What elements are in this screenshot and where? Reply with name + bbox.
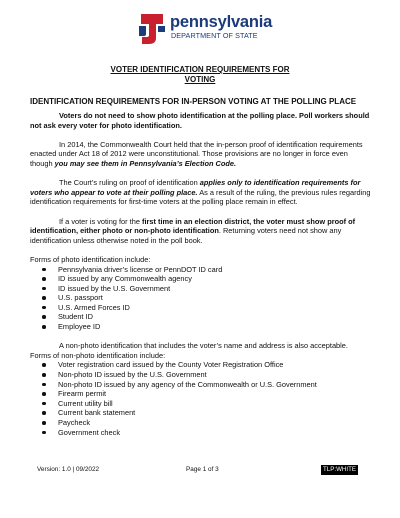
logo-department: DEPARTMENT OF STATE (171, 31, 258, 40)
list-item: Firearm permit (30, 389, 372, 399)
paragraph-court-ruling-emphasis: you may see them in Pennsylvania’s Election Code. (54, 158, 237, 168)
paragraph-first-time-text-c: . Returning voters need not show any identification unless otherwise noted in the poll book. (30, 226, 342, 245)
paragraph-first-time-text-a: If a voter is voting for the (59, 216, 142, 226)
photo-id-intro: Forms of photo identification include: (30, 254, 151, 264)
document-body (30, 111, 372, 447)
paragraph-no-photo-id: Voters do not need to show photo identification at the polling place. Poll workers should not ask every voter for photo identification. (30, 111, 370, 130)
list-item: Voter registration card issued by the County Voter Registration Office (30, 360, 372, 370)
logo-name: pennsylvania (170, 13, 273, 31)
title-line-1: VOTER IDENTIFICATION REQUIREMENTS FOR (110, 65, 290, 74)
list-item: Non-photo ID issued by any agency of the Commonwealth or U.S. Government (30, 380, 372, 390)
paragraph-ruling-scope (30, 178, 372, 207)
list-item: Current bank statement (30, 408, 372, 418)
paragraph-ruling-scope-text-a: The Court’s ruling on proof of identification (59, 178, 200, 188)
list-item: Paycheck (30, 418, 372, 428)
list-item: Current utility bill (30, 399, 372, 409)
version-label: Version: 1.0 | 09/2022 (37, 466, 100, 473)
nonphoto-id-intro-1: A non-photo identification that includes the voter’s name and address is also acceptable. (59, 341, 348, 351)
section-heading: IDENTIFICATION REQUIREMENTS FOR IN-PERSON VOTING AT THE POLLING PLACE (30, 97, 357, 106)
list-item: ID issued by the U.S. Government (30, 284, 372, 294)
list-item: Non-photo ID issued by the U.S. Government (30, 370, 372, 380)
list-item: ID issued by any Commonwealth agency (30, 274, 372, 284)
list-item: Employee ID (30, 322, 372, 332)
title-line-2: VOTING (184, 75, 216, 84)
paragraph-court-ruling-text: In 2014, the Commonwealth Court held that the in-person proof of identification requirements enacted under Act 18 of 2012 were unconstitutional. Those provisions are no longer in force even though (30, 139, 363, 168)
list-item: U.S. passport (30, 293, 372, 303)
paragraph-ruling-scope-emphasis: applies only to identification requirements for voters who appear to vote at their polling place. (30, 178, 361, 197)
nonphoto-id-list (30, 360, 372, 437)
paragraph-first-time-voter (30, 217, 372, 246)
paragraph-court-ruling (30, 140, 372, 169)
document-title (0, 65, 400, 85)
pa-dos-logo (137, 12, 273, 46)
paragraph-ruling-scope-text-c: As a result of the ruling, the previous rules regarding identification requirements for first-time voters at the polling place remain in effect. (30, 187, 371, 207)
list-item: Pennsylvania driver’s license or PennDOT ID card (30, 265, 372, 275)
photo-id-list (30, 265, 372, 332)
paragraph-first-time-emphasis: first time in an election district, the voter must show proof of identification, either photo or non-photo identification (30, 216, 356, 236)
list-item: Government check (30, 428, 372, 438)
list-item: Student ID (30, 312, 372, 322)
page-number: Page 1 of 3 (186, 466, 219, 473)
nonphoto-id-intro-2: Forms of non-photo identification include: (30, 350, 166, 360)
list-item: U.S. Armed Forces ID (30, 303, 372, 313)
tlp-badge: TLP:WHITE (323, 466, 357, 473)
keystone-logo-icon (137, 12, 167, 46)
